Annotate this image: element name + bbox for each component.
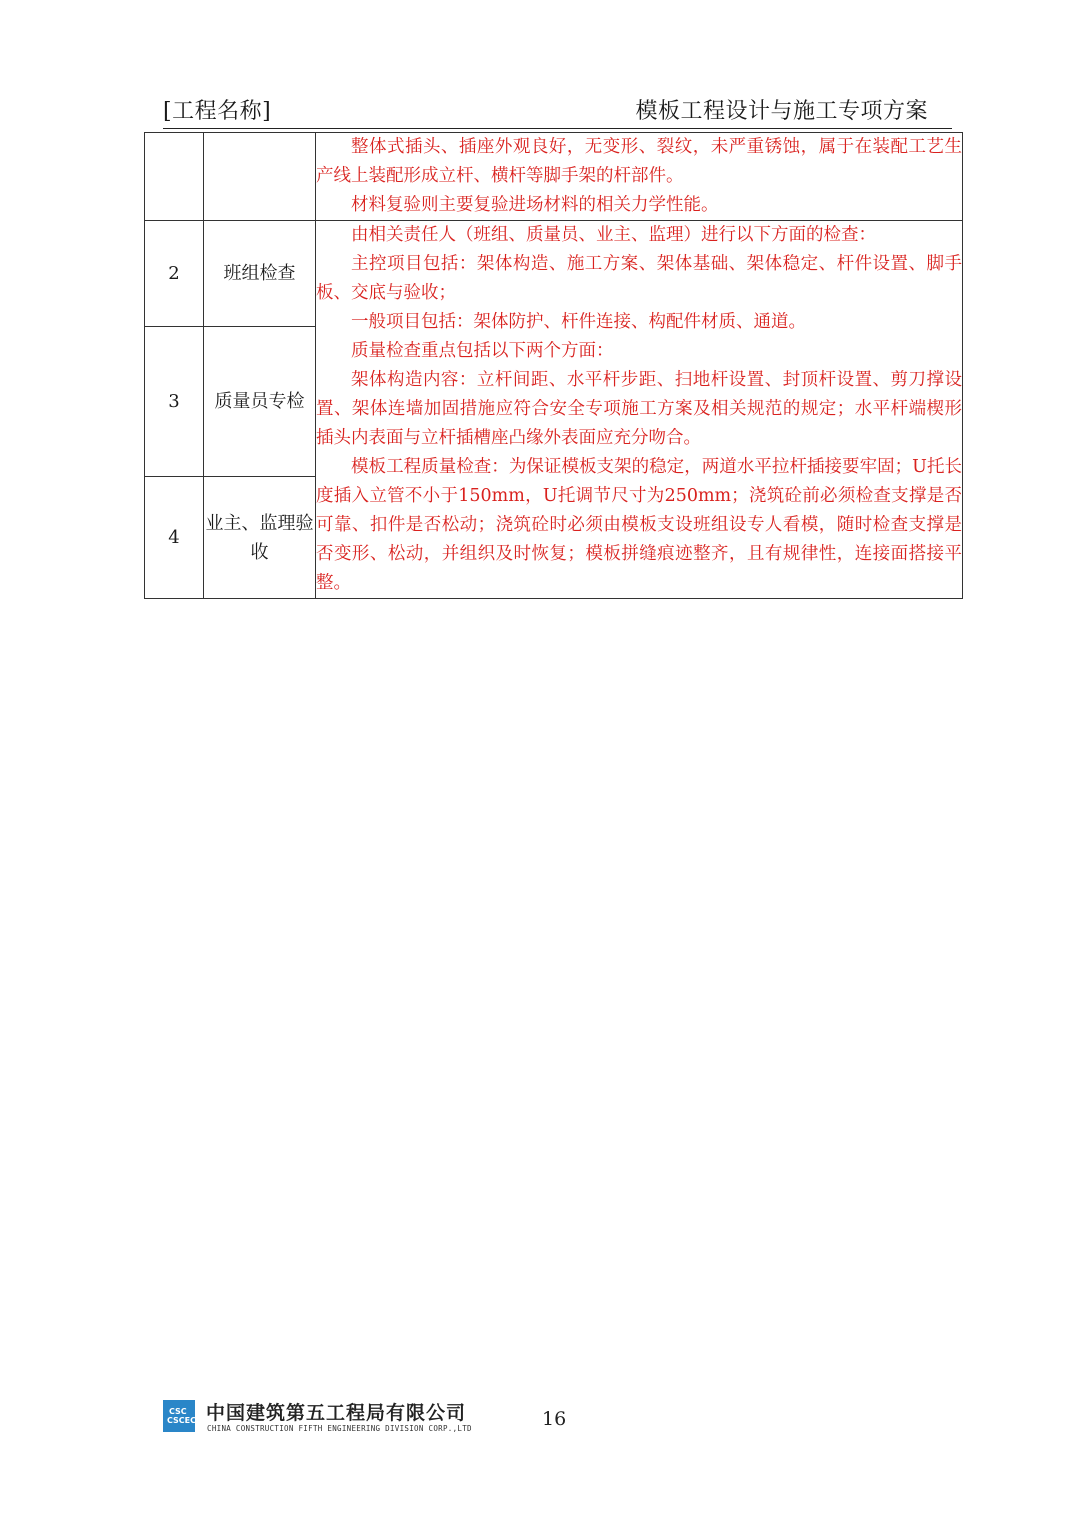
header-divider bbox=[163, 128, 952, 129]
header-project-name: [工程名称] bbox=[163, 99, 272, 124]
description-paragraph: 一般项目包括：架体防护、杆件连接、构配件材质、通道。 bbox=[351, 312, 806, 332]
company-logo-icon bbox=[163, 1400, 195, 1432]
table-row bbox=[145, 133, 963, 221]
item-cell: 班组检查 bbox=[204, 221, 316, 327]
index-cell bbox=[145, 133, 204, 221]
description-paragraph: 模板工程质量检查：为保证模板支架的稳定，两道水平拉杆插接要牢固；U托长度插入立管不小于150mm，U托调节尺寸为250mm；浇筑砼前必须检查支撑是否可靠、扣件是否松动；浇筑砼时必须由模板支设班组设专人看模，随时检查支撑是否变形、松动，并组织及时恢复；模板拼缝痕迹整齐，且有规律性，连接面搭接平整。 bbox=[316, 457, 962, 593]
index-cell: 4 bbox=[145, 477, 204, 599]
item-cell: 质量员专检 bbox=[204, 327, 316, 477]
page-number: 16 bbox=[542, 1408, 567, 1430]
description-cell bbox=[316, 221, 963, 599]
description-paragraph: 整体式插头、插座外观良好，无变形、裂纹，未严重锈蚀，属于在装配工艺生产线上装配形成立杆、横杆等脚手架的杆部件。 bbox=[316, 137, 962, 186]
index-cell: 3 bbox=[145, 327, 204, 477]
description-paragraph: 架体构造内容：立杆间距、水平杆步距、扫地杆设置、封顶杆设置、剪刀撑设置、架体连墙加固措施应符合安全专项施工方案及相关规范的规定；水平杆端楔形插头内表面与立杆插槽座凸缘外表面应充分吻合。 bbox=[316, 370, 962, 448]
footer-company-name-en: CHINA CONSTRUCTION FIFTH ENGINEERING DIVISION CORP.,LTD bbox=[207, 1424, 472, 1433]
item-cell bbox=[204, 133, 316, 221]
table-row bbox=[145, 221, 963, 327]
description-paragraph: 由相关责任人（班组、质量员、业主、监理）进行以下方面的检查： bbox=[351, 225, 876, 245]
description-cell bbox=[316, 133, 963, 221]
index-cell: 2 bbox=[145, 221, 204, 327]
footer-company-name: 中国建筑第五工程局有限公司 bbox=[206, 1402, 467, 1424]
logo-text: CSC bbox=[169, 1407, 187, 1416]
description-paragraph: 材料复验则主要复验进场材料的相关力学性能。 bbox=[351, 195, 719, 215]
logo-text: CSCEC bbox=[167, 1416, 196, 1425]
description-paragraph: 主控项目包括：架体构造、施工方案、架体基础、架体稳定、杆件设置、脚手板、交底与验收； bbox=[316, 254, 962, 303]
item-cell: 业主、监理验收 bbox=[204, 477, 316, 599]
inspection-table bbox=[144, 132, 963, 599]
header-document-title: 模板工程设计与施工专项方案 bbox=[635, 99, 928, 124]
description-paragraph: 质量检查重点包括以下两个方面： bbox=[351, 341, 614, 361]
